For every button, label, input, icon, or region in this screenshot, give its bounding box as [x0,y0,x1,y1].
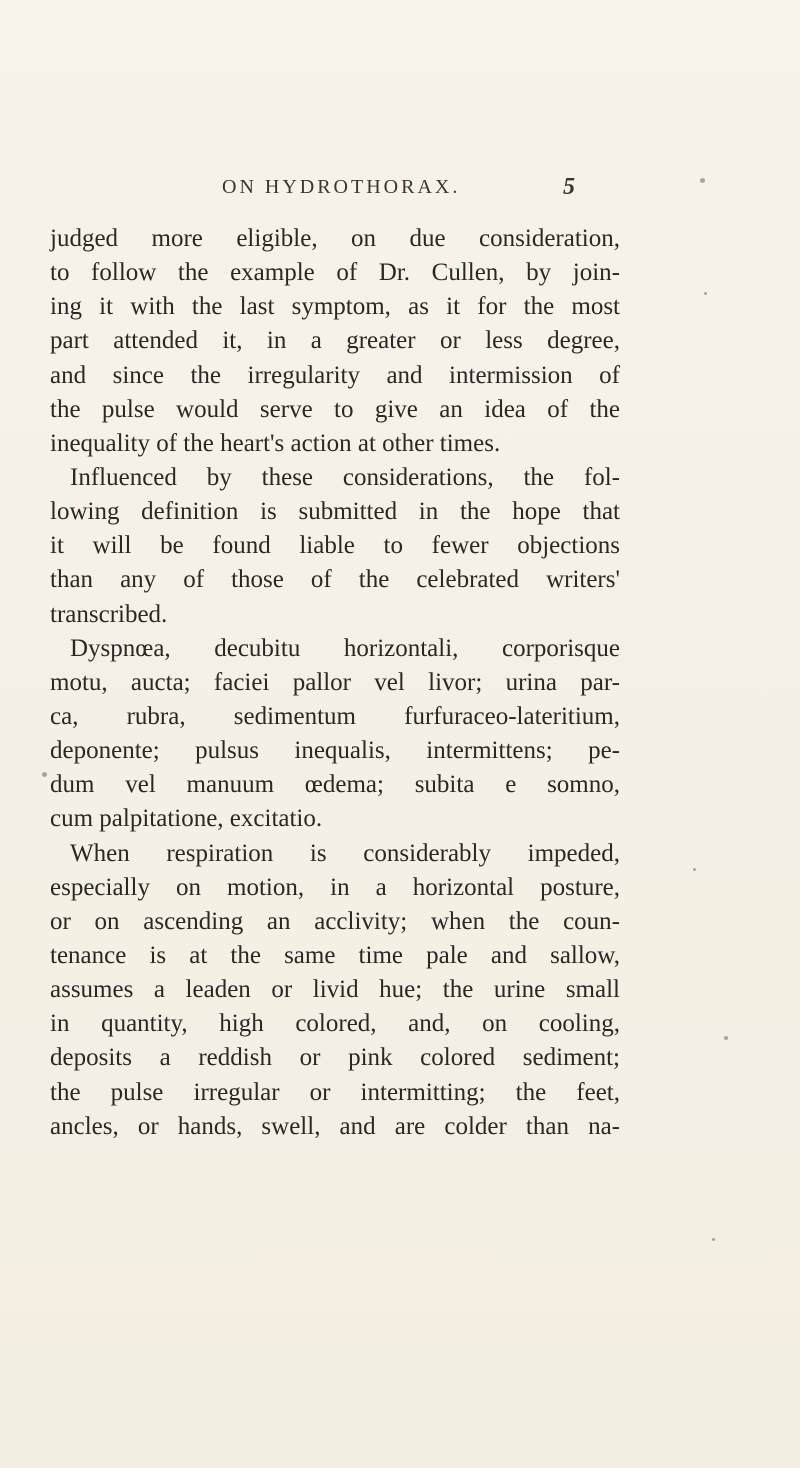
page-number: 5 [563,174,578,200]
text-line: the pulse would serve to give an idea of the [50,395,620,423]
paper-speck [704,292,707,295]
text-line: judged more eligible, on due consideration, [50,225,620,252]
text-line: lowing definition is submitted in the hope that [50,498,620,526]
text-line: in quantity, high colored, and, on cooling, [50,1010,620,1038]
text-line: assumes a leaden or livid hue; the urine small [50,976,620,1004]
text-line: inequality of the heart's action at other times. [50,429,501,457]
text-line: than any of those of the celebrated writers' [50,566,620,594]
text-line: deponente; pulsus inequalis, intermittens; pe- [50,737,620,765]
text-line: deposits a reddish or pink colored sediment; [50,1044,620,1072]
paper-speck [42,772,47,777]
text-line: it will be found liable to fewer objections [50,532,620,560]
paper-speck [700,178,705,183]
text-line: the pulse irregular or intermitting; the feet, [50,1078,620,1106]
text-line: or on ascending an acclivity; when the coun- [50,907,620,935]
paper-speck [693,868,696,871]
body-text [50,222,620,1144]
running-head [222,176,582,210]
text-line: cum palpitatione, excitatio. [50,805,323,833]
text-line: part attended it, in a greater or less degree, [50,327,620,355]
text-line: ca, rubra, sedimentum furfuraceo-lateritium, [50,702,620,730]
text-line: and since the irregularity and intermission of [50,361,620,389]
paper-speck [712,1238,715,1241]
text-line: ing it with the last symptom, as it for the most [50,293,620,321]
text-line: tenance is at the same time pale and sallow, [50,941,620,969]
text-line: When respiration is considerably impeded, [70,839,620,867]
running-title: ON HYDROTHORAX. [222,176,461,198]
text-line: to follow the example of Dr. Cullen, by join- [50,259,620,287]
text-line: dum vel manuum œdema; subita e somno, [50,771,620,799]
text-line: motu, aucta; faciei pallor vel livor; urina par- [50,668,620,696]
paper-speck [724,1036,728,1040]
text-line: ancles, or hands, swell, and are colder than na- [50,1112,620,1140]
text-line: Influenced by these considerations, the fol- [70,463,620,491]
text-line: especially on motion, in a horizontal posture, [50,873,620,901]
text-line: Dyspnœa, decubitu horizontali, corporisque [70,634,620,662]
text-line: transcribed. [50,600,168,628]
